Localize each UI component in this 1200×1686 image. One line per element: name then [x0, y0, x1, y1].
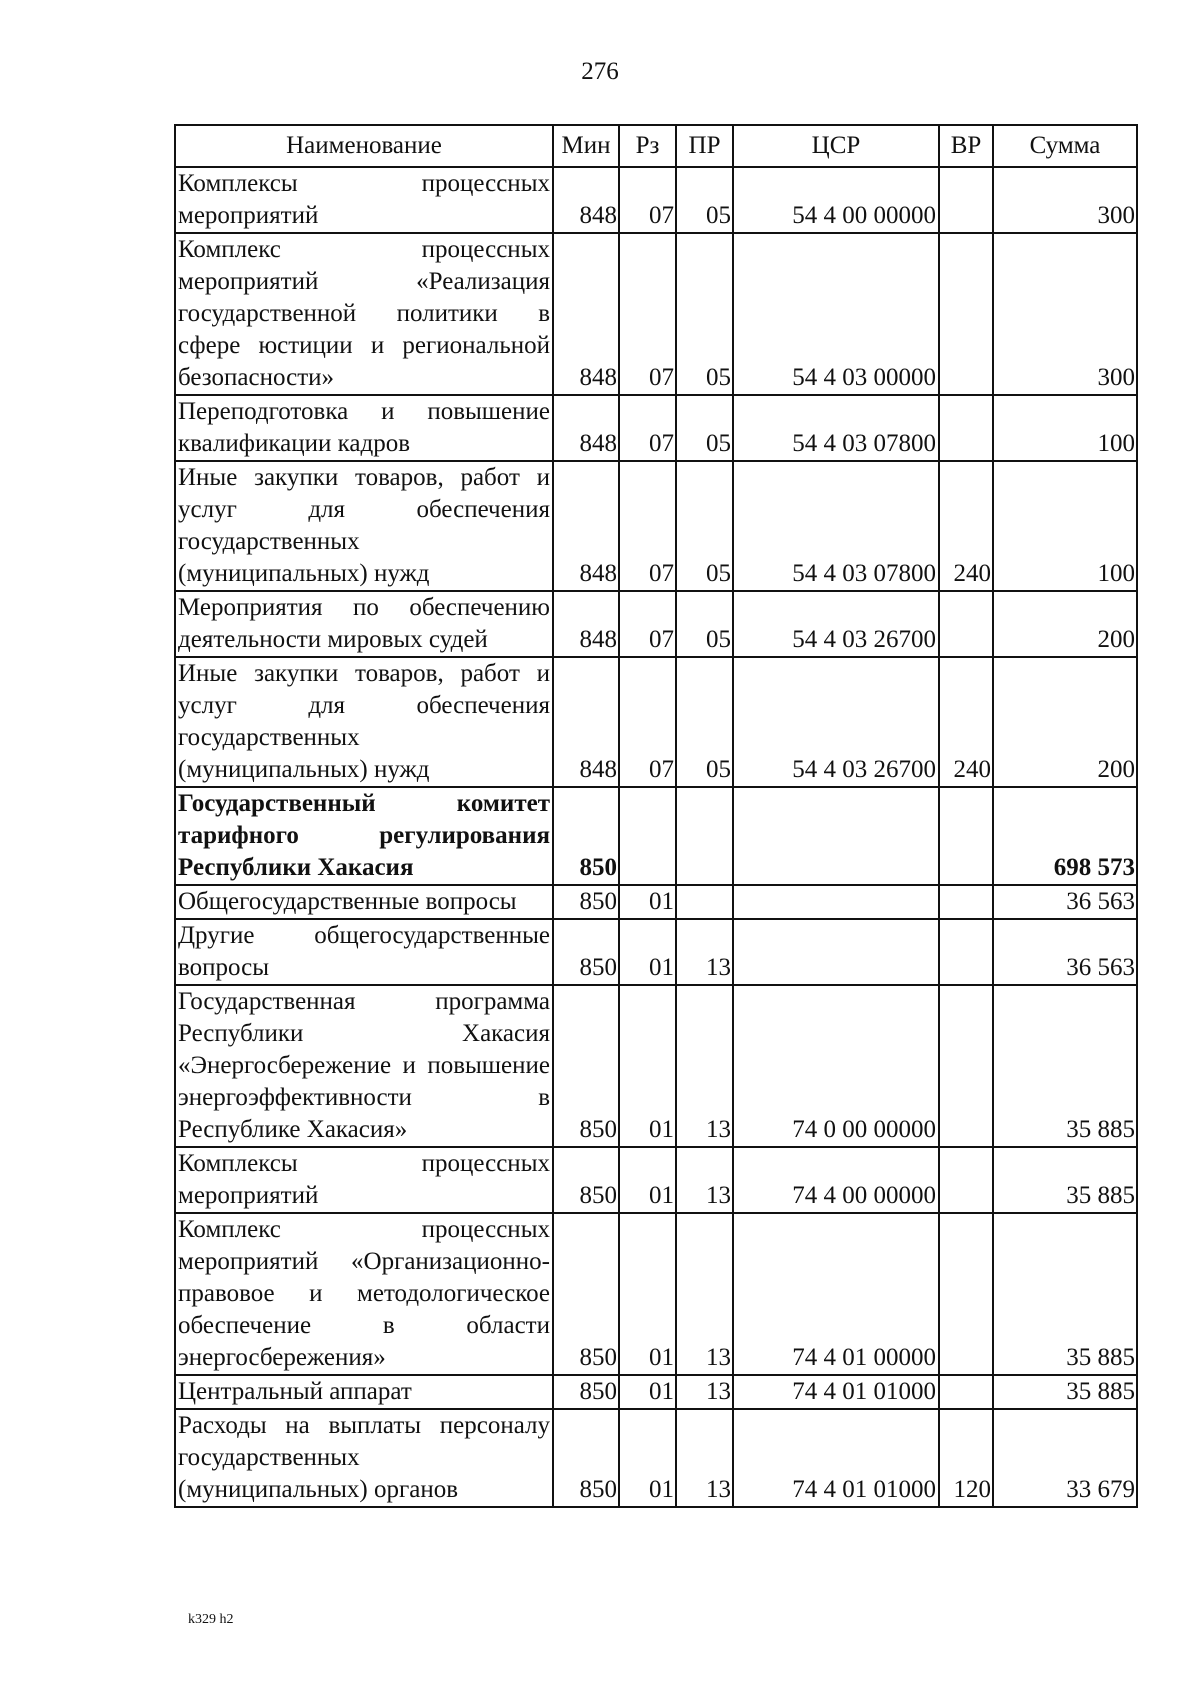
- cell-csr: [733, 885, 939, 919]
- cell-min: 848: [553, 591, 619, 657]
- cell-csr: 54 4 03 26700: [733, 657, 939, 787]
- cell-rz: 01: [619, 1409, 676, 1507]
- table-row: [175, 1213, 1137, 1375]
- cell-rz: 07: [619, 657, 676, 787]
- cell-vr: 120: [939, 1409, 993, 1507]
- table-row: [175, 885, 1137, 919]
- cell-pr: 05: [676, 167, 733, 233]
- cell-sum: 100: [993, 395, 1137, 461]
- cell-vr: [939, 885, 993, 919]
- table-row: [175, 591, 1137, 657]
- cell-min: 848: [553, 395, 619, 461]
- cell-sum: 35 885: [993, 1375, 1137, 1409]
- cell-rz: 07: [619, 395, 676, 461]
- cell-name: Комплексы процессных мероприятий: [175, 167, 553, 233]
- cell-pr: [676, 787, 733, 885]
- cell-min: 848: [553, 461, 619, 591]
- table-row: [175, 1147, 1137, 1213]
- table-row: [175, 167, 1137, 233]
- header-csr: ЦСР: [733, 125, 939, 167]
- cell-rz: 01: [619, 1147, 676, 1213]
- cell-min: 850: [553, 1375, 619, 1409]
- cell-csr: [733, 919, 939, 985]
- cell-sum: 300: [993, 233, 1137, 395]
- cell-rz: 01: [619, 1213, 676, 1375]
- cell-pr: 13: [676, 1375, 733, 1409]
- cell-sum: 36 563: [993, 885, 1137, 919]
- cell-name: Мероприятия по обеспечению деятельности мировых судей: [175, 591, 553, 657]
- cell-sum: 200: [993, 591, 1137, 657]
- cell-csr: [733, 787, 939, 885]
- cell-rz: 07: [619, 233, 676, 395]
- table-row: [175, 985, 1137, 1147]
- cell-min: 850: [553, 1213, 619, 1375]
- cell-csr: 74 4 01 01000: [733, 1375, 939, 1409]
- cell-name: Иные закупки товаров, работ и услуг для обеспечения государственных (муниципальных) нужд: [175, 461, 553, 591]
- cell-vr: [939, 167, 993, 233]
- header-pr: ПР: [676, 125, 733, 167]
- cell-sum: 35 885: [993, 985, 1137, 1147]
- cell-vr: [939, 233, 993, 395]
- cell-pr: 05: [676, 657, 733, 787]
- cell-vr: [939, 395, 993, 461]
- cell-pr: 13: [676, 919, 733, 985]
- table-row: [175, 1409, 1137, 1507]
- cell-vr: 240: [939, 657, 993, 787]
- cell-min: 848: [553, 657, 619, 787]
- cell-csr: 54 4 03 07800: [733, 395, 939, 461]
- cell-csr: 74 4 00 00000: [733, 1147, 939, 1213]
- cell-pr: 05: [676, 395, 733, 461]
- cell-min: 848: [553, 233, 619, 395]
- page-number: 276: [581, 58, 619, 85]
- cell-sum: 200: [993, 657, 1137, 787]
- cell-name: Комплекс процессных мероприятий «Организационно-правовое и методологическое обеспечение в области энергосбережения»: [175, 1213, 553, 1375]
- cell-csr: 54 4 03 00000: [733, 233, 939, 395]
- cell-rz: 07: [619, 461, 676, 591]
- cell-csr: 54 4 03 07800: [733, 461, 939, 591]
- cell-rz: 07: [619, 591, 676, 657]
- cell-pr: 05: [676, 461, 733, 591]
- table-row: [175, 919, 1137, 985]
- cell-name: Расходы на выплаты персоналу государственных (муниципальных) органов: [175, 1409, 553, 1507]
- cell-name: Другие общегосударственные вопросы: [175, 919, 553, 985]
- cell-rz: [619, 787, 676, 885]
- cell-sum: 300: [993, 167, 1137, 233]
- cell-vr: [939, 1147, 993, 1213]
- cell-vr: 240: [939, 461, 993, 591]
- cell-min: 850: [553, 919, 619, 985]
- cell-min: 848: [553, 167, 619, 233]
- cell-pr: [676, 885, 733, 919]
- cell-rz: 01: [619, 919, 676, 985]
- cell-sum: 698 573: [993, 787, 1137, 885]
- cell-pr: 05: [676, 591, 733, 657]
- cell-vr: [939, 1375, 993, 1409]
- cell-vr: [939, 919, 993, 985]
- cell-csr: 74 0 00 00000: [733, 985, 939, 1147]
- cell-pr: 13: [676, 985, 733, 1147]
- cell-csr: 54 4 00 00000: [733, 167, 939, 233]
- header-name: Наименование: [175, 125, 553, 167]
- cell-pr: 13: [676, 1409, 733, 1507]
- cell-name: Комплекс процессных мероприятий «Реализация государственной политики в сфере юстиции и региональной безопасности»: [175, 233, 553, 395]
- cell-vr: [939, 591, 993, 657]
- cell-csr: 74 4 01 00000: [733, 1213, 939, 1375]
- cell-min: 850: [553, 1409, 619, 1507]
- cell-rz: 01: [619, 1375, 676, 1409]
- cell-sum: 35 885: [993, 1147, 1137, 1213]
- table-row: [175, 657, 1137, 787]
- cell-rz: 01: [619, 985, 676, 1147]
- cell-rz: 01: [619, 885, 676, 919]
- cell-name: Переподготовка и повышение квалификации кадров: [175, 395, 553, 461]
- table-row: [175, 1375, 1137, 1409]
- cell-csr: 74 4 01 01000: [733, 1409, 939, 1507]
- cell-name: Общегосударственные вопросы: [175, 885, 553, 919]
- table-row: [175, 395, 1137, 461]
- table-row: [175, 461, 1137, 591]
- cell-sum: 100: [993, 461, 1137, 591]
- cell-min: 850: [553, 885, 619, 919]
- cell-name: Иные закупки товаров, работ и услуг для обеспечения государственных (муниципальных) нужд: [175, 657, 553, 787]
- cell-rz: 07: [619, 167, 676, 233]
- document-code: k329 h2: [188, 1612, 234, 1627]
- table-body: [175, 167, 1137, 1507]
- cell-pr: 13: [676, 1147, 733, 1213]
- table-header-row: [175, 125, 1137, 167]
- cell-name: Государственная программа Республики Хакасия «Энергосбережение и повышение энергоэффективности в Республике Хакасия»: [175, 985, 553, 1147]
- cell-vr: [939, 985, 993, 1147]
- cell-sum: 36 563: [993, 919, 1137, 985]
- cell-sum: 35 885: [993, 1213, 1137, 1375]
- cell-name: Центральный аппарат: [175, 1375, 553, 1409]
- header-rz: Рз: [619, 125, 676, 167]
- cell-min: 850: [553, 985, 619, 1147]
- cell-vr: [939, 787, 993, 885]
- cell-min: 850: [553, 1147, 619, 1213]
- cell-csr: 54 4 03 26700: [733, 591, 939, 657]
- header-sum: Сумма: [993, 125, 1137, 167]
- cell-pr: 05: [676, 233, 733, 395]
- cell-name: Комплексы процессных мероприятий: [175, 1147, 553, 1213]
- cell-name: Государственный комитет тарифного регулирования Республики Хакасия: [175, 787, 553, 885]
- header-vr: ВР: [939, 125, 993, 167]
- budget-table: [174, 124, 1138, 1508]
- table-row: [175, 233, 1137, 395]
- cell-pr: 13: [676, 1213, 733, 1375]
- header-min: Мин: [553, 125, 619, 167]
- table-row: [175, 787, 1137, 885]
- cell-min: 850: [553, 787, 619, 885]
- cell-vr: [939, 1213, 993, 1375]
- cell-sum: 33 679: [993, 1409, 1137, 1507]
